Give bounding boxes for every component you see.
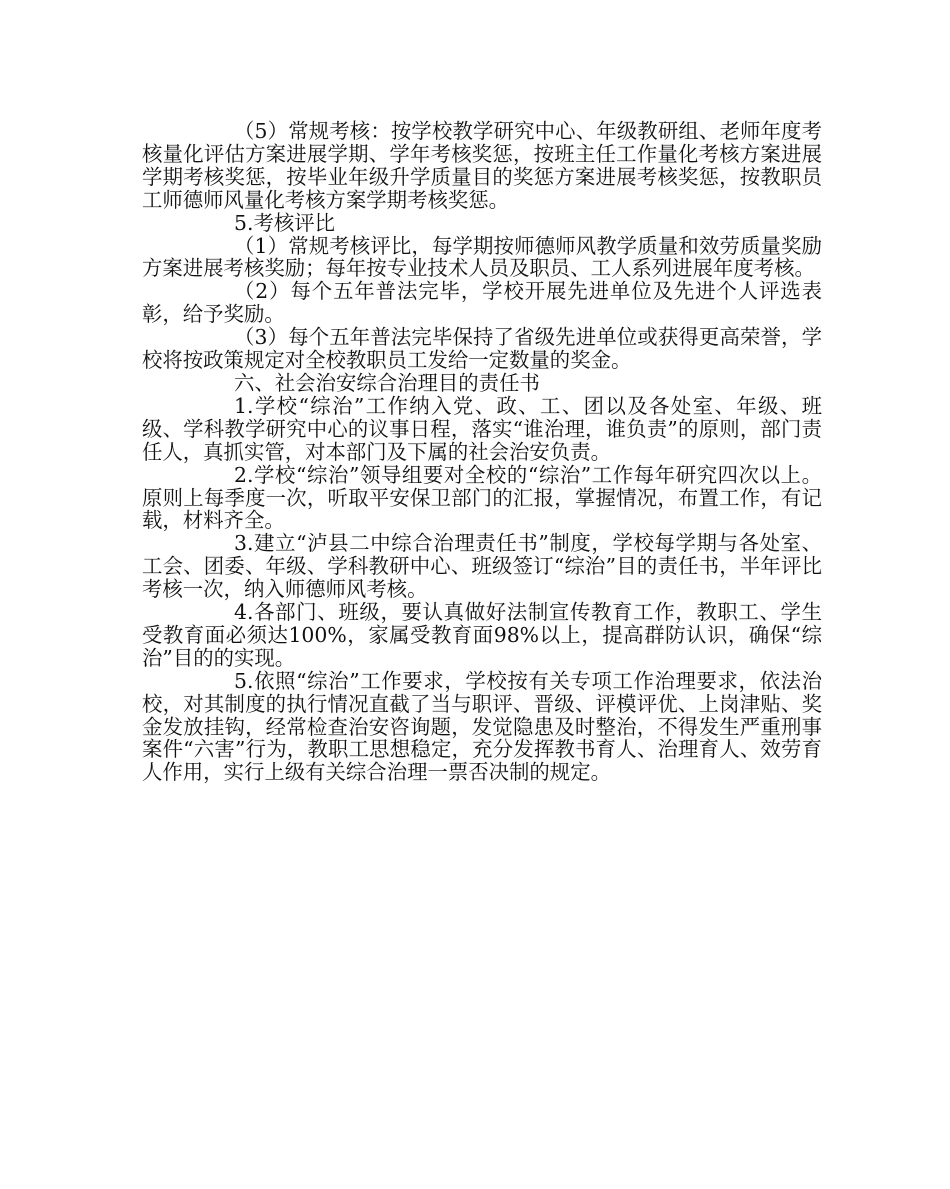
paragraph-evaluation-3: （3）每个五年普法完毕保持了省级先进单位或获得更高荣誉，学校将按政策规定对全校教职员工发给一定数量的奖金。 bbox=[142, 325, 822, 373]
paragraph-item-5: 5.依照“综治”工作要求，学校按有关专项工作治理要求，依法治校，对其制度的执行情况直截了当与职评、晋级、评模评优、上岗津贴、奖金发放挂钩，经常检查治安咨询题，发觉隐患及时整治，不得发生严重刑事案件“六害”行为，教职工思想稳定，充分发挥教书育人、治理育人、效劳育人作用，实行上级有关综合治理一票否决制的规定。 bbox=[142, 668, 822, 785]
heading-assessment-evaluation: 5.考核评比 bbox=[234, 210, 336, 235]
document-body bbox=[142, 120, 822, 784]
paragraph-evaluation-1: （1）常规考核评比，每学期按师德师风教学质量和效劳质量奖励方案进展考核奖励；每年按专业技术人员及职员、工人系列进展年度考核。 bbox=[142, 233, 822, 281]
paragraph-item-4: 4.各部门、班级，要认真做好法制宣传教育工作，教职工、学生受教育面必须达100%，家属受教育面98%以上，提高群防认识，确保“综治”目的的实现。 bbox=[142, 600, 822, 670]
paragraph-item-3: 3.建立“泸县二中综合治理责任书”制度，学校每学期与各处室、工会、团委、年级、学科教研中心、班级签订“综治”目的责任书，半年评比考核一次，纳入师德师风考核。 bbox=[142, 531, 822, 602]
paragraph-routine-assessment: （5）常规考核：按学校教学研究中心、年级教研组、老师年度考核量化评估方案进展学期、学年考核奖惩，按班主任工作量化考核方案进展学期考核奖惩，按毕业年级升学质量目的奖惩方案进展考核奖惩，按教职员工师德师风量化考核方案学期考核奖惩。 bbox=[142, 119, 822, 212]
paragraph-item-2: 2.学校“综治”领导组要对全校的“综治”工作每年研究四次以上。原则上每季度一次，听取平安保卫部门的汇报，掌握情况，布置工作，有记载，材料齐全。 bbox=[142, 462, 822, 533]
paragraph-item-1: 1.学校“综治”工作纳入党、政、工、团以及各处室、年级、班级、学科教学研究中心的议事日程，落实“谁治理，谁负责”的原则，部门责任人，真抓实管，对本部门及下属的社会治安负责。 bbox=[142, 393, 822, 464]
paragraph-evaluation-2: （2）每个五年普法完毕，学校开展先进单位及先进个人评选表彰，给予奖励。 bbox=[142, 279, 822, 327]
heading-section-six: 六、社会治安综合治理目的责任书 bbox=[234, 370, 540, 395]
